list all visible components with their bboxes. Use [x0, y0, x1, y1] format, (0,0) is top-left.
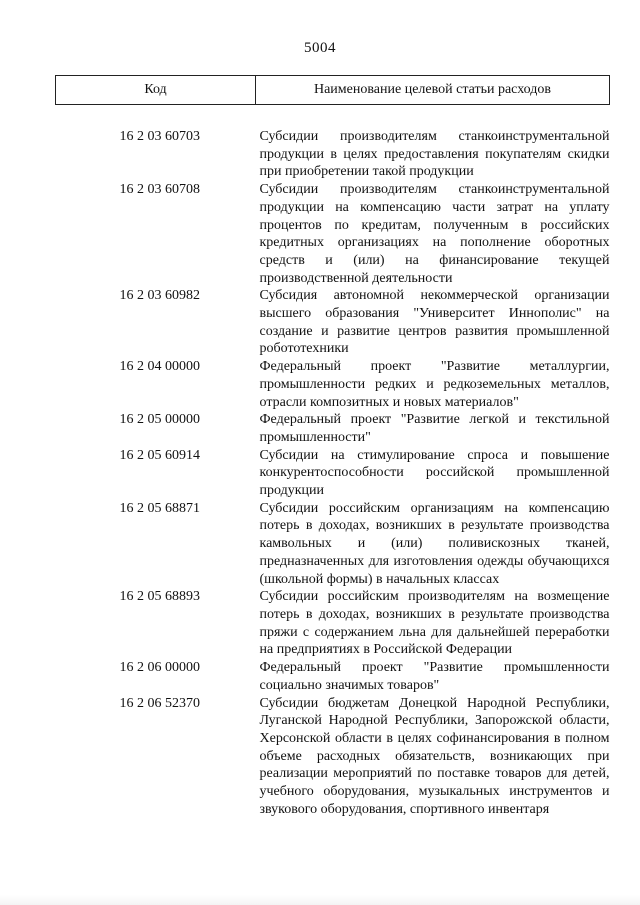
expense-name: Субсидии бюджетам Донецкой Народной Республики, Луганской Народной Республики, Запорожской области, Херсонской области в целях софинансирования в полном объеме расходных обязательств, возникающих при реализации мероприятий по поставке товаров для детей, учебного оборудования, музыкальных инструментов и звукового оборудования, спортивного инвентаря — [259, 695, 610, 817]
budget-classification-table — [55, 75, 610, 818]
expense-code: 16 2 03 60703 — [119, 129, 200, 144]
page-number: 5004 — [304, 40, 336, 56]
expense-code: 16 2 03 60708 — [119, 182, 200, 198]
expense-name: Субсидии российским организациям на компенсацию потерь в доходах, возникших в результате производства камвольных и (или) поливискозных тканей, предназначенных для изготовления одежды обучающихся (школьной формы) в начальных классах — [259, 500, 610, 587]
table-row — [56, 181, 610, 287]
expense-name: Субсидии на стимулирование спроса и повышение конкурентоспособности российской промышленной продукции — [259, 447, 610, 499]
table-row — [56, 287, 610, 358]
table-row — [56, 588, 610, 659]
expense-code: 16 2 04 00000 — [119, 359, 200, 375]
expense-code: 16 2 05 00000 — [119, 412, 200, 428]
expense-name: Субсидия автономной некоммерческой организации высшего образования "Университет Иннополис" на создание и развитие центров развития промышленной робототехники — [259, 288, 610, 357]
expense-code: 16 2 05 68893 — [119, 589, 200, 605]
expense-name: Субсидии производителям станкоинструментальной продукции на компенсацию части затрат на уплату процентов по кредитам, полученным в российских кредитных организациях на пополнение оборотных средств и (или) на финансирование текущей производственной деятельности — [259, 182, 610, 286]
table-row — [56, 447, 610, 500]
name-column-header: Наименование целевой статьи расходов — [256, 76, 610, 105]
expense-name: Федеральный проект "Развитие легкой и текстильной промышленности" — [259, 412, 610, 445]
expense-name: Федеральный проект "Развитие промышленности социально значимых товаров" — [259, 660, 610, 693]
table-header-row — [56, 76, 610, 105]
table-row — [56, 358, 610, 411]
expense-code: 16 2 06 00000 — [119, 660, 200, 676]
table-row — [56, 659, 610, 694]
table-row — [56, 411, 610, 446]
expense-code: 16 2 06 52370 — [119, 695, 200, 711]
table-spacer-row — [56, 105, 610, 129]
expense-code: 16 2 05 68871 — [119, 500, 200, 516]
expense-code: 16 2 05 60914 — [119, 447, 200, 463]
table-row — [56, 128, 610, 181]
table-row — [56, 500, 610, 589]
expense-name: Субсидии производителям станкоинструментальной продукции в целях предоставления покупателям скидки при приобретении такой продукции — [259, 129, 610, 180]
table-row — [56, 695, 610, 819]
expense-name: Субсидии российским производителям на возмещение потерь в доходах, возникших в результате производства пряжи с содержанием льна для дальнейшей переработки на предприятиях в Российской Федерации — [259, 589, 610, 658]
expense-name: Федеральный проект "Развитие металлургии, промышленности редких и редкоземельных металлов, отрасли композитных и новых материалов" — [259, 359, 610, 410]
code-column-header: Код — [56, 76, 256, 105]
page-bottom-edge — [0, 895, 640, 905]
expense-code: 16 2 03 60982 — [119, 288, 200, 304]
